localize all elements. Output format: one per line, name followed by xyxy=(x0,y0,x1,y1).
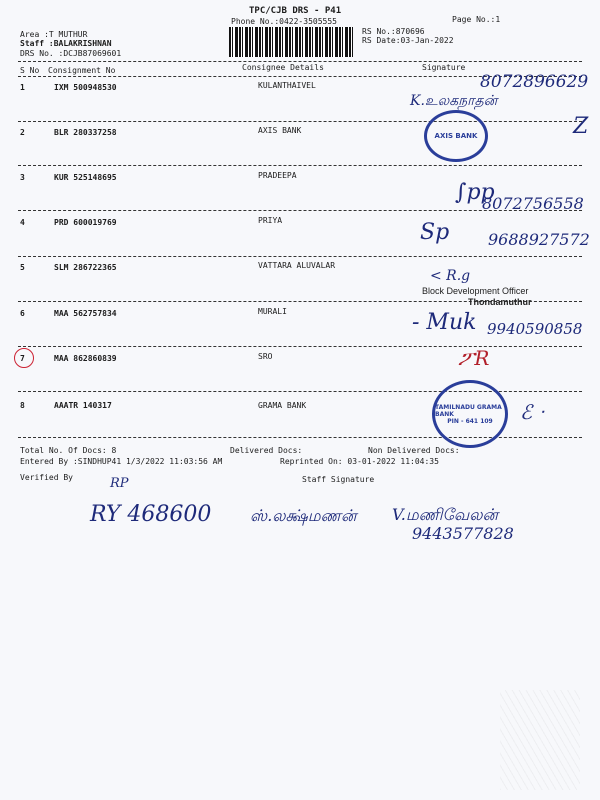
row-consignee: GRAMA BANK xyxy=(258,401,307,410)
handwritten-phone: 9443577828 xyxy=(412,524,514,543)
row-consignment: MAA 862860839 xyxy=(54,354,117,363)
scan-artifact xyxy=(500,690,580,790)
handwritten-signature: < R.g xyxy=(430,268,471,284)
phone-number: Phone No.:0422-3505555 xyxy=(231,17,337,26)
grama-bank-stamp: TAMILNADU GRAMA BANK PIN - 641 109 xyxy=(432,380,508,448)
barcode xyxy=(229,27,353,57)
circle-mark xyxy=(14,348,34,368)
handwritten-phone: 8072896629 xyxy=(480,72,589,92)
handwritten-phone: 8072756558 xyxy=(482,194,584,213)
handwritten-mark: Z xyxy=(573,114,589,139)
row-sno: 8 xyxy=(20,401,25,410)
handwritten-id: RY 468600 xyxy=(90,502,212,527)
handwritten-signature: ∫pp xyxy=(455,180,495,205)
rs-date: RS Date:03-Jan-2022 xyxy=(362,36,454,45)
col-signature: Signature xyxy=(422,63,466,72)
handwritten-signature: ℰ ᐧ xyxy=(520,400,544,424)
row-sno: 2 xyxy=(20,128,25,137)
row-consignment: AAATR 140317 xyxy=(54,401,112,410)
handwritten-signature: Sp xyxy=(420,220,450,245)
col-consignment: Consignment No xyxy=(48,66,116,75)
bdo-stamp-line2: Thondamuthur xyxy=(468,297,532,307)
row-consignee: KULANTHAIVEL xyxy=(258,81,316,90)
axis-bank-stamp: AXIS BANK xyxy=(424,110,488,162)
row-consignee: PRADEEPA xyxy=(258,171,297,180)
divider xyxy=(18,165,582,166)
col-consignee: Consignee Details xyxy=(242,63,324,72)
row-consignment: BLR 280337258 xyxy=(54,128,117,137)
non-delivered-docs: Non Delivered Docs: xyxy=(368,446,460,455)
drs-number: DRS No. :DCJB87069601 xyxy=(20,49,122,58)
row-consignee: PRIYA xyxy=(258,216,283,225)
divider xyxy=(18,346,582,347)
row-consignment: PRD 600019769 xyxy=(54,218,117,227)
row-consignee: AXIS BANK xyxy=(258,126,302,135)
report-title: TPC/CJB DRS - P41 xyxy=(249,6,342,16)
staff: Staff :BALAKRISHNAN xyxy=(20,39,112,48)
handwritten-phone: 9688927572 xyxy=(488,230,590,249)
row-consignment: IXM 500948530 xyxy=(54,83,117,92)
divider xyxy=(18,61,582,62)
row-consignee: VATTARA ALUVALAR xyxy=(258,261,336,270)
handwritten-phone: 9940590858 xyxy=(487,320,583,338)
staff-signature-label: Staff Signature xyxy=(302,475,375,484)
row-consignee: MURALI xyxy=(258,307,287,316)
total-docs: Total No. Of Docs: 8 xyxy=(20,446,117,455)
row-consignee: SRO xyxy=(258,352,273,361)
row-consignment: MAA 562757834 xyxy=(54,309,117,318)
delivered-docs: Delivered Docs: xyxy=(230,446,303,455)
handwritten-signature: ஸ்.லக்ஷ்மணன் xyxy=(250,506,357,525)
verified-by: Verified By xyxy=(20,473,73,482)
row-consignment: KUR 525148695 xyxy=(54,173,117,182)
area: Area :T MUTHUR xyxy=(20,30,88,39)
handwritten-name: K.உலகநாதன் xyxy=(410,93,498,109)
rs-number: RS No.:870696 xyxy=(362,27,425,36)
reprinted-on: Reprinted On: 03-01-2022 11:04:35 xyxy=(280,457,439,466)
row-consignment: SLM 286722365 xyxy=(54,263,117,272)
handwritten-name: V.மணிவேலன் xyxy=(392,505,498,524)
row-sno: 6 xyxy=(20,309,25,318)
divider xyxy=(18,121,582,122)
handwritten-signature-red: ፖR xyxy=(458,346,490,370)
entered-by: Entered By :SINDHUP41 1/3/2022 11:03:56 AM xyxy=(20,457,223,466)
col-sno: S No xyxy=(20,66,40,75)
bdo-stamp-line1: Block Development Officer xyxy=(422,286,529,296)
row-sno: 4 xyxy=(20,218,25,227)
divider xyxy=(18,256,582,257)
page-number: Page No.:1 xyxy=(452,15,501,24)
handwritten-signature: - Muk xyxy=(412,310,477,335)
row-sno: 3 xyxy=(20,173,25,182)
row-sno: 7 xyxy=(20,354,25,363)
handwritten-initials: RP xyxy=(110,476,129,491)
row-sno: 5 xyxy=(20,263,25,272)
row-sno: 1 xyxy=(20,83,25,92)
